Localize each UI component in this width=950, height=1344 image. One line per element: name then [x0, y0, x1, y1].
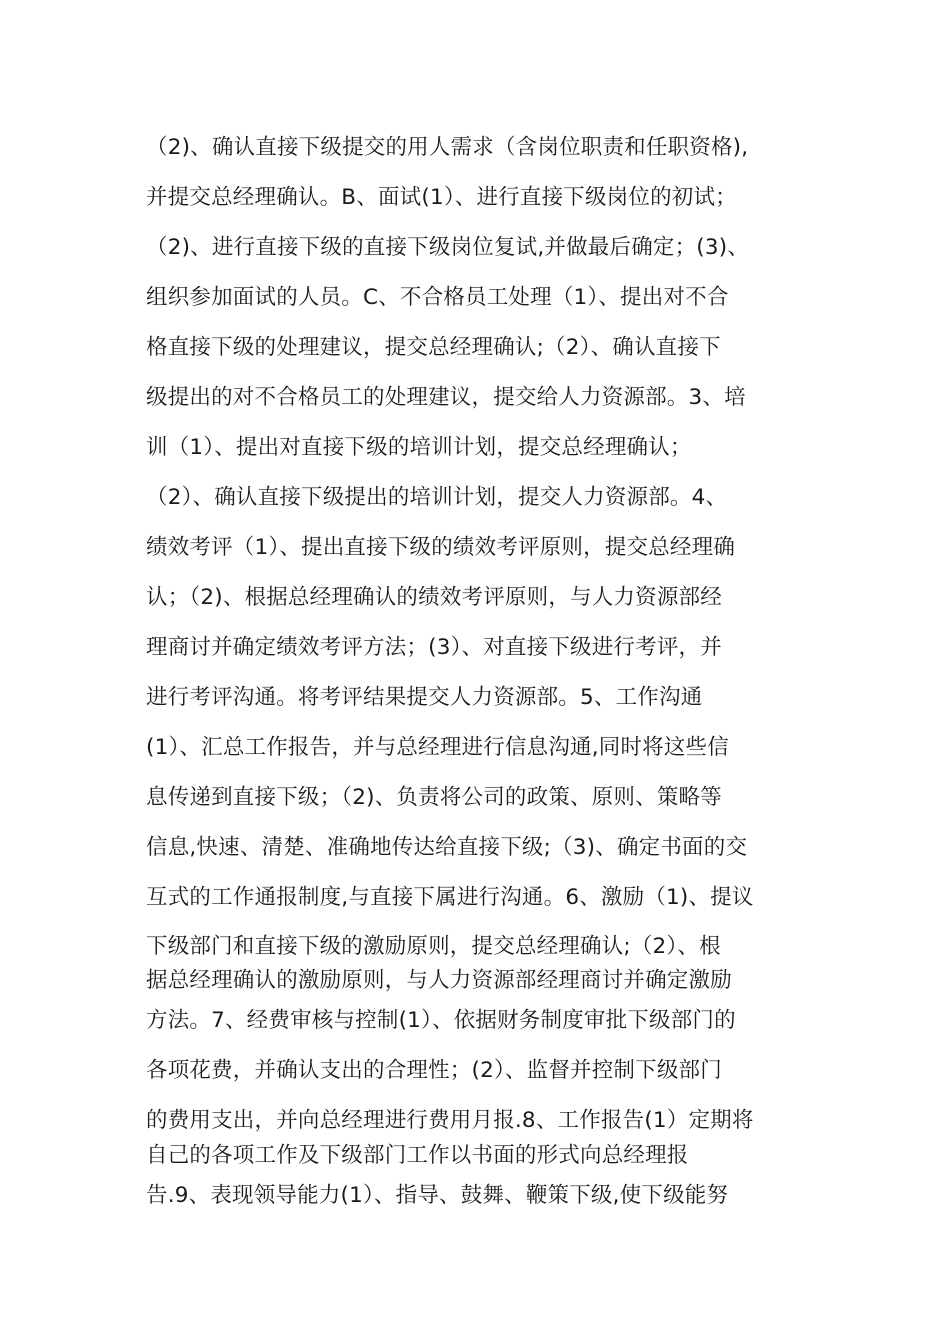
text-line: 息传递到直接下级；（2)、负责将公司的政策、原则、策略等 [146, 785, 722, 810]
text-line: （2)、确认直接下级提交的用人需求（含岗位职责和任职资格), [146, 135, 749, 160]
text-line: 告.9、表现领导能力(1）、指导、鼓舞、鞭策下级,使下级能努 [146, 1183, 729, 1208]
text-line: 下级部门和直接下级的激励原则，提交总经理确认;（2）、根 [146, 934, 721, 959]
text-line: 方法。7、经费审核与控制(1）、依据财务制度审批下级部门的 [146, 1008, 736, 1033]
text-line: （2)、进行直接下级的直接下级岗位复试,并做最后确定；(3)、 [146, 235, 750, 260]
text-line: 格直接下级的处理建议，提交总经理确认;（2）、确认直接下 [146, 335, 721, 360]
text-line: 理商讨并确定绩效考评方法；(3）、对直接下级进行考评，并 [146, 635, 722, 660]
text-line: 的费用支出，并向总经理进行费用月报.8、工作报告(1）定期将 [146, 1108, 754, 1133]
text-line: 并提交总经理确认。B、面试(1）、进行直接下级岗位的初试； [146, 185, 737, 210]
text-line: 训（1）、提出对直接下级的培训计划，提交总经理确认； [146, 435, 692, 460]
text-line: 自己的各项工作及下级部门工作以书面的形式向总经理报 [146, 1143, 689, 1168]
text-line: 各项花费，并确认支出的合理性；(2）、监督并控制下级部门 [146, 1058, 722, 1083]
text-line: 组织参加面试的人员。C、不合格员工处理（1）、提出对不合 [146, 285, 729, 310]
text-line: 信息,快速、清楚、准确地传达给直接下级;（3)、确定书面的交 [146, 835, 748, 860]
text-line: 互式的工作通报制度,与直接下属进行沟通。6、激励（1)、提议 [146, 885, 754, 910]
text-line: 绩效考评（1）、提出直接下级的绩效考评原则，提交总经理确 [146, 535, 736, 560]
text-line: 级提出的对不合格员工的处理建议，提交给人力资源部。3、培 [146, 385, 746, 410]
text-line: （2）、确认直接下级提出的培训计划，提交人力资源部。4、 [146, 485, 728, 510]
text-line: (1）、汇总工作报告，并与总经理进行信息沟通,同时将这些信 [146, 735, 729, 760]
text-line: 认；（2)、根据总经理确认的绩效考评原则，与人力资源部经 [146, 585, 722, 610]
text-line: 据总经理确认的激励原则，与人力资源部经理商讨并确定激励 [146, 968, 732, 993]
text-line: 进行考评沟通。将考评结果提交人力资源部。5、工作沟通 [146, 685, 703, 710]
